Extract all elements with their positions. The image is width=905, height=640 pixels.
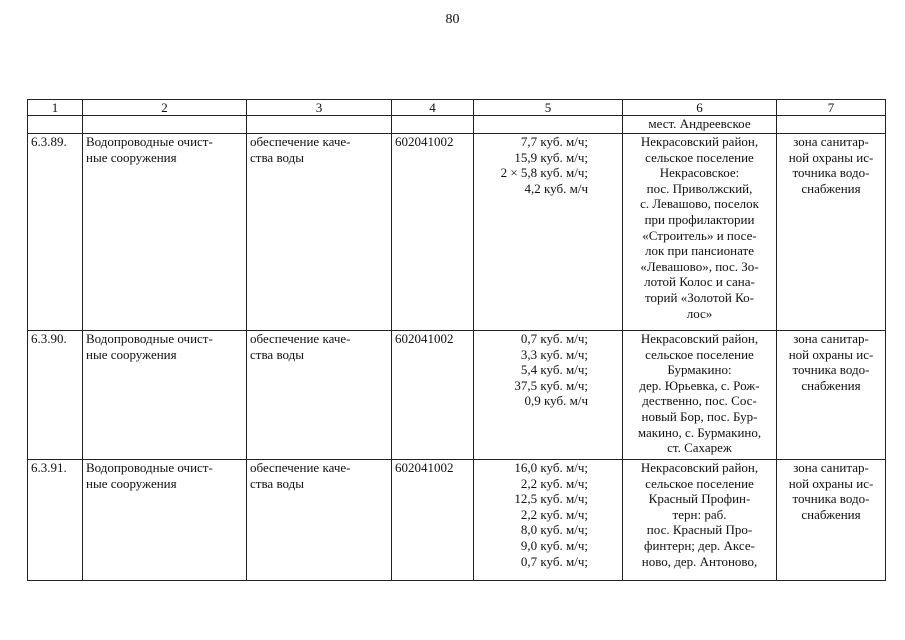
location-cell-line: дественно, пос. Сос-: [642, 393, 757, 409]
name-cell-line: Водопроводные очист-: [86, 134, 213, 149]
capacity-cell: [474, 460, 623, 581]
zone-cell-line: зона санитар-: [793, 331, 869, 346]
location-cell-line: Некрасовский район,: [640, 134, 759, 149]
column-header: 5: [474, 100, 623, 116]
column-header: 4: [392, 100, 474, 116]
capacity-cell-line: 37,5 куб. м/ч;: [514, 377, 588, 393]
capacity-cell-line: 9,0 куб. м/ч;: [520, 537, 588, 553]
name-cell-line: ные сооружения: [86, 475, 177, 491]
location-cell-line: Некрасовский район,: [640, 460, 759, 475]
capacity-cell-line: 7,7 куб. м/ч;: [520, 134, 588, 149]
capacity-cell-line: 16,0 куб. м/ч;: [514, 460, 588, 475]
zone-cell: [777, 460, 886, 581]
location-cell: мест. Андреевское: [623, 116, 777, 134]
data-table: [27, 99, 886, 581]
location-cell-line: Красный Профин-: [648, 491, 751, 507]
capacity-cell-line: 5,4 куб. м/ч;: [520, 362, 588, 378]
code-cell: 602041002: [392, 331, 474, 460]
capacity-cell: [474, 331, 623, 460]
capacity-cell-line: 2,2 куб. м/ч;: [520, 506, 588, 522]
capacity-cell-line: 4,2 куб. м/ч: [524, 180, 588, 196]
purpose-cell-line: ства воды: [250, 346, 304, 362]
location-cell-line: ново, дер. Антоново,: [641, 553, 758, 569]
location-cell: [623, 134, 777, 331]
code-cell: 602041002: [392, 460, 474, 581]
location-cell: [623, 331, 777, 460]
zone-cell-line: зона санитар-: [793, 134, 869, 149]
capacity-cell-line: 3,3 куб. м/ч;: [520, 346, 588, 362]
location-cell-line: Некрасовское:: [659, 165, 740, 181]
location-cell-line: финтерн; дер. Аксе-: [644, 537, 755, 553]
zone-cell-line: точника водо-: [792, 362, 870, 378]
column-header: 7: [777, 100, 886, 116]
name-cell-line: ные сооружения: [86, 346, 177, 362]
zone-cell-line: ной охраны ис-: [788, 149, 874, 165]
purpose-cell: [247, 460, 392, 581]
purpose-cell-line: ства воды: [250, 149, 304, 165]
table-row: [28, 134, 886, 331]
zone-cell-line: ной охраны ис-: [788, 475, 874, 491]
purpose-cell-line: обеспечение каче-: [250, 460, 351, 475]
zone-cell: [777, 331, 886, 460]
capacity-cell: [474, 134, 623, 331]
location-cell-line: «Строитель» и посе-: [642, 227, 757, 243]
capacity-cell-line: 15,9 куб. м/ч;: [514, 149, 588, 165]
location-cell-line: при профилактории: [644, 211, 755, 227]
location-cell-line: пос. Красный Про-: [646, 522, 753, 538]
capacity-cell-line: 2 × 5,8 куб. м/ч;: [500, 165, 588, 181]
name-cell: [83, 331, 247, 460]
purpose-cell: [247, 134, 392, 331]
location-cell-line: сельское поселение: [645, 346, 754, 362]
name-cell-line: Водопроводные очист-: [86, 460, 213, 475]
column-header: 2: [83, 100, 247, 116]
capacity-cell-line: 0,7 куб. м/ч;: [520, 331, 588, 346]
name-cell: [83, 134, 247, 331]
location-cell-line: лотой Колос и сана-: [644, 274, 755, 290]
purpose-cell-line: обеспечение каче-: [250, 331, 351, 346]
zone-cell-line: снабжения: [801, 180, 861, 196]
zone-cell-line: снабжения: [801, 506, 861, 522]
purpose-cell-line: ства воды: [250, 475, 304, 491]
location-cell-line: торий «Золотой Ко-: [645, 289, 754, 305]
column-header: 1: [28, 100, 83, 116]
table-row: [28, 460, 886, 581]
purpose-cell: [247, 331, 392, 460]
location-cell-line: пос. Приволжский,: [646, 180, 753, 196]
location-cell-line: новый Бор, пос. Бур-: [641, 408, 758, 424]
purpose-cell-line: обеспечение каче-: [250, 134, 351, 149]
name-cell: [83, 460, 247, 581]
zone-cell: [777, 134, 886, 331]
location-cell-line: терн: раб.: [672, 506, 727, 522]
location-cell-line: сельское поселение: [645, 149, 754, 165]
location-cell-line: ст. Сахареж: [667, 440, 732, 456]
column-header: 6: [623, 100, 777, 116]
zone-cell-line: зона санитар-: [793, 460, 869, 475]
zone-cell-line: ной охраны ис-: [788, 346, 874, 362]
row-number-cell: 6.3.90.: [28, 331, 83, 460]
code-cell: 602041002: [392, 134, 474, 331]
capacity-cell-line: 0,9 куб. м/ч: [524, 393, 588, 409]
name-cell-line: Водопроводные очист-: [86, 331, 213, 346]
capacity-cell-line: 12,5 куб. м/ч;: [514, 491, 588, 507]
header-row: [28, 100, 886, 116]
location-cell-line: дер. Юрьевка, с. Рож-: [639, 377, 760, 393]
location-cell-line: лок при пансионате: [645, 243, 754, 259]
name-cell-line: ные сооружения: [86, 149, 177, 165]
location-cell-line: «Левашово», пос. Зо-: [640, 258, 759, 274]
capacity-cell-line: 8,0 куб. м/ч;: [520, 522, 588, 538]
location-cell-line: сельское поселение: [645, 475, 754, 491]
location-cell-line: с. Левашово, поселок: [640, 196, 759, 212]
page-number: 80: [445, 12, 460, 27]
capacity-cell-line: 0,7 куб. м/ч;: [520, 553, 588, 569]
column-header: 3: [247, 100, 392, 116]
table-row: [28, 331, 886, 460]
row-number-cell: 6.3.91.: [28, 460, 83, 581]
location-cell-line: макино, с. Бурмакино,: [637, 424, 762, 440]
location-cell-line: лос»: [686, 305, 713, 321]
capacity-cell-line: 2,2 куб. м/ч;: [520, 475, 588, 491]
zone-cell-line: точника водо-: [792, 491, 870, 507]
continuation-row: [28, 116, 886, 134]
location-cell-line: Бурмакино:: [667, 362, 732, 378]
zone-cell-line: точника водо-: [792, 165, 870, 181]
location-cell-line: Некрасовский район,: [640, 331, 759, 346]
zone-cell-line: снабжения: [801, 377, 861, 393]
location-cell: [623, 460, 777, 581]
row-number-cell: 6.3.89.: [28, 134, 83, 331]
